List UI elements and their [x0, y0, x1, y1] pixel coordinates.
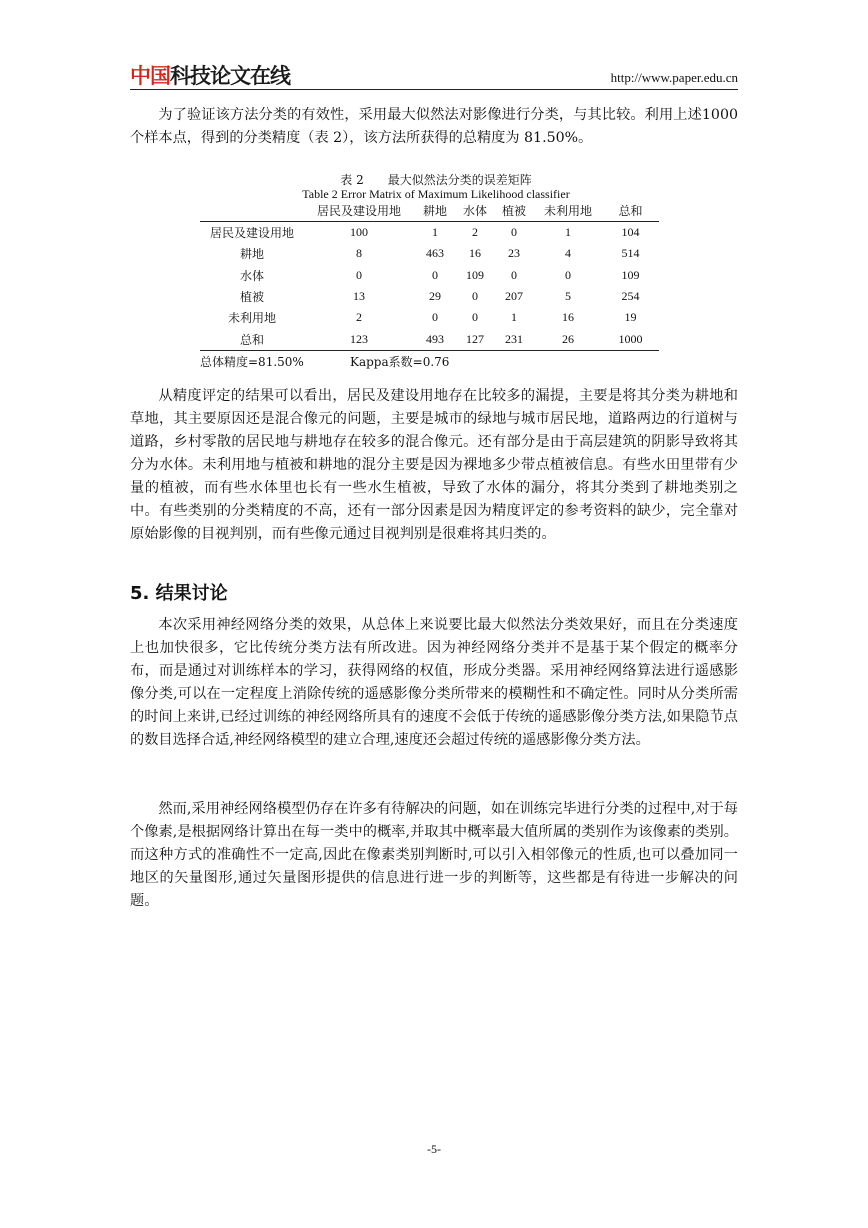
table-caption-cn: 表 2 最大似然法分类的误差矩阵 — [340, 173, 532, 187]
table-cell: 23 — [508, 246, 520, 261]
table-cell: 0 — [511, 267, 517, 282]
table-cell: 514 — [621, 246, 640, 261]
table-cell: 1000 — [602, 328, 659, 350]
page-number: -5- — [427, 1142, 441, 1156]
row-label: 植被 — [239, 290, 264, 305]
table-cell: 493 — [414, 328, 456, 350]
error-matrix-table — [200, 200, 659, 351]
paragraph-accuracy-analysis: 从精度评定的结果可以看出，居民及建设用地存在比较多的漏提，主要是将其分类为耕地和草地，其主要原因还是混合像元的问题，主要是城市的绿地与城市居民地，道路两边的行道树与道路，乡村零散的居民地与耕地存在较多的混合像元。还有部分是由于高层建筑的阴影导致将其分为水体。未利用地与植被和耕地的混分主要是因为裸地多少带点植被信息。有些水田里带有少量的植被，而有些水体里也长有一些水生植被，导致了水体的漏分，将其分类到了耕地类别之中。有些类别的分类精度的不高，还有一部分因素是因为精度评定的参考资料的缺少，完全靠对原始影像的目视判别，而有些像元通过目视判别是很难将其归类的。 — [130, 388, 738, 542]
paragraph-discussion-1: 本次采用神经网络分类的效果，从总体上来说要比最大似然法分类效果好，而且在分类速度上也加快很多，它比传统分类方法有所改进。因为神经网络分类并不是基于某个假定的概率分布，而是通过对训练样本的学习，获得网络的权值，形成分类器。采用神经网络算法进行遥感影像分类,可以在一定程度上消除传统的遥感影像分类所带来的模糊性和不确定性。同时从分类所需的时间上来讲,已经过训练的神经网络所具有的速度不会低于传统的遥感影像分类方法,如果隐节点的数目选择合适,神经网络模型的建立合理,速度还会超过传统的遥感影像分类方法。 — [130, 617, 738, 748]
table-cell: 1 — [432, 225, 438, 240]
table-cell: 254 — [621, 289, 640, 304]
table-cell: 231 — [494, 328, 534, 350]
table-cell: 16 — [562, 310, 574, 325]
header-cell: 水体 — [456, 200, 494, 222]
table-cell: 0 — [472, 310, 478, 325]
header-cell: 植被 — [494, 200, 534, 222]
kappa-note: Kappa系数=0.76 — [350, 355, 450, 369]
header-rule — [130, 89, 738, 90]
row-label: 总和 — [200, 328, 304, 350]
table-cell: 26 — [534, 328, 602, 350]
header-cell: 总和 — [602, 200, 659, 222]
table-cell: 100 — [350, 225, 368, 240]
table-cell: 1 — [565, 225, 571, 240]
table-caption-en: Table 2 Error Matrix of Maximum Likelihood classifier — [302, 187, 570, 201]
table-row — [200, 243, 659, 264]
table-cell: 0 — [432, 267, 438, 282]
table-cell: 2 — [356, 310, 362, 325]
table-cell: 19 — [624, 310, 637, 325]
table-cell: 13 — [353, 289, 365, 304]
table-cell: 109 — [466, 267, 484, 282]
table-cell: 16 — [469, 246, 481, 261]
logo-dark-text: 科技论文在线 — [170, 64, 290, 88]
row-label: 耕地 — [239, 247, 264, 262]
table-cell: 207 — [505, 289, 523, 304]
table-cell: 1 — [511, 310, 517, 325]
overall-accuracy-note: 总体精度=81.50% — [200, 355, 304, 369]
table-cell: 4 — [565, 246, 571, 261]
paragraph-intro: 为了验证该方法分类的有效性，采用最大似然法对影像进行分类，与其比较。利用上述1000 个样本点，得到的分类精度（表 2），该方法所获得的总精度为 81.50%。 — [130, 107, 738, 146]
table-cell: 0 — [565, 267, 571, 282]
row-label: 居民及建设用地 — [209, 226, 294, 241]
header-url[interactable]: http://www.paper.edu.cn — [610, 70, 738, 85]
table-cell: 104 — [621, 225, 640, 240]
section-heading: 5. 结果讨论 — [130, 583, 228, 604]
header-cell: 耕地 — [414, 200, 456, 222]
table-row-total — [200, 328, 659, 350]
page-header — [130, 58, 738, 88]
table-cell: 127 — [456, 328, 494, 350]
table-cell: 109 — [621, 267, 640, 282]
table-cell: 123 — [304, 328, 414, 350]
table-cell: 0 — [511, 225, 517, 240]
paragraph-discussion-2: 然而,采用神经网络模型仍存在许多有待解决的问题，如在训练完毕进行分类的过程中,对于每个像素,是根据网络计算出在每一类中的概率,并取其中概率最大值所属的类别作为该像素的类别。而这种方式的准确性不一定高,因此在像素类别判断时,可以引入相邻像元的性质,也可以叠加同一地区的矢量图形,通过矢量图形提供的信息进行进一步的判断等，这些都是有待进一步解决的问题。 — [130, 801, 738, 909]
table-cell: 463 — [426, 246, 444, 261]
row-label: 水体 — [239, 268, 264, 283]
table-cell: 8 — [356, 246, 362, 261]
table-row — [200, 307, 659, 328]
row-label: 未利用地 — [227, 311, 276, 326]
table-header-row — [200, 200, 659, 222]
journal-logo — [130, 60, 290, 90]
header-cell: 居民及建设用地 — [304, 200, 414, 222]
table-row — [200, 265, 659, 286]
header-cell — [200, 200, 304, 222]
table-cell: 29 — [429, 289, 441, 304]
table-cell: 2 — [472, 225, 478, 240]
table-row — [200, 286, 659, 307]
table-row — [200, 222, 659, 244]
logo-red-text: 中国 — [130, 64, 170, 88]
table-cell: 0 — [472, 289, 478, 304]
table-cell: 0 — [432, 310, 438, 325]
header-cell: 未利用地 — [534, 200, 602, 222]
table-cell: 5 — [565, 289, 571, 304]
table-cell: 0 — [356, 267, 362, 282]
